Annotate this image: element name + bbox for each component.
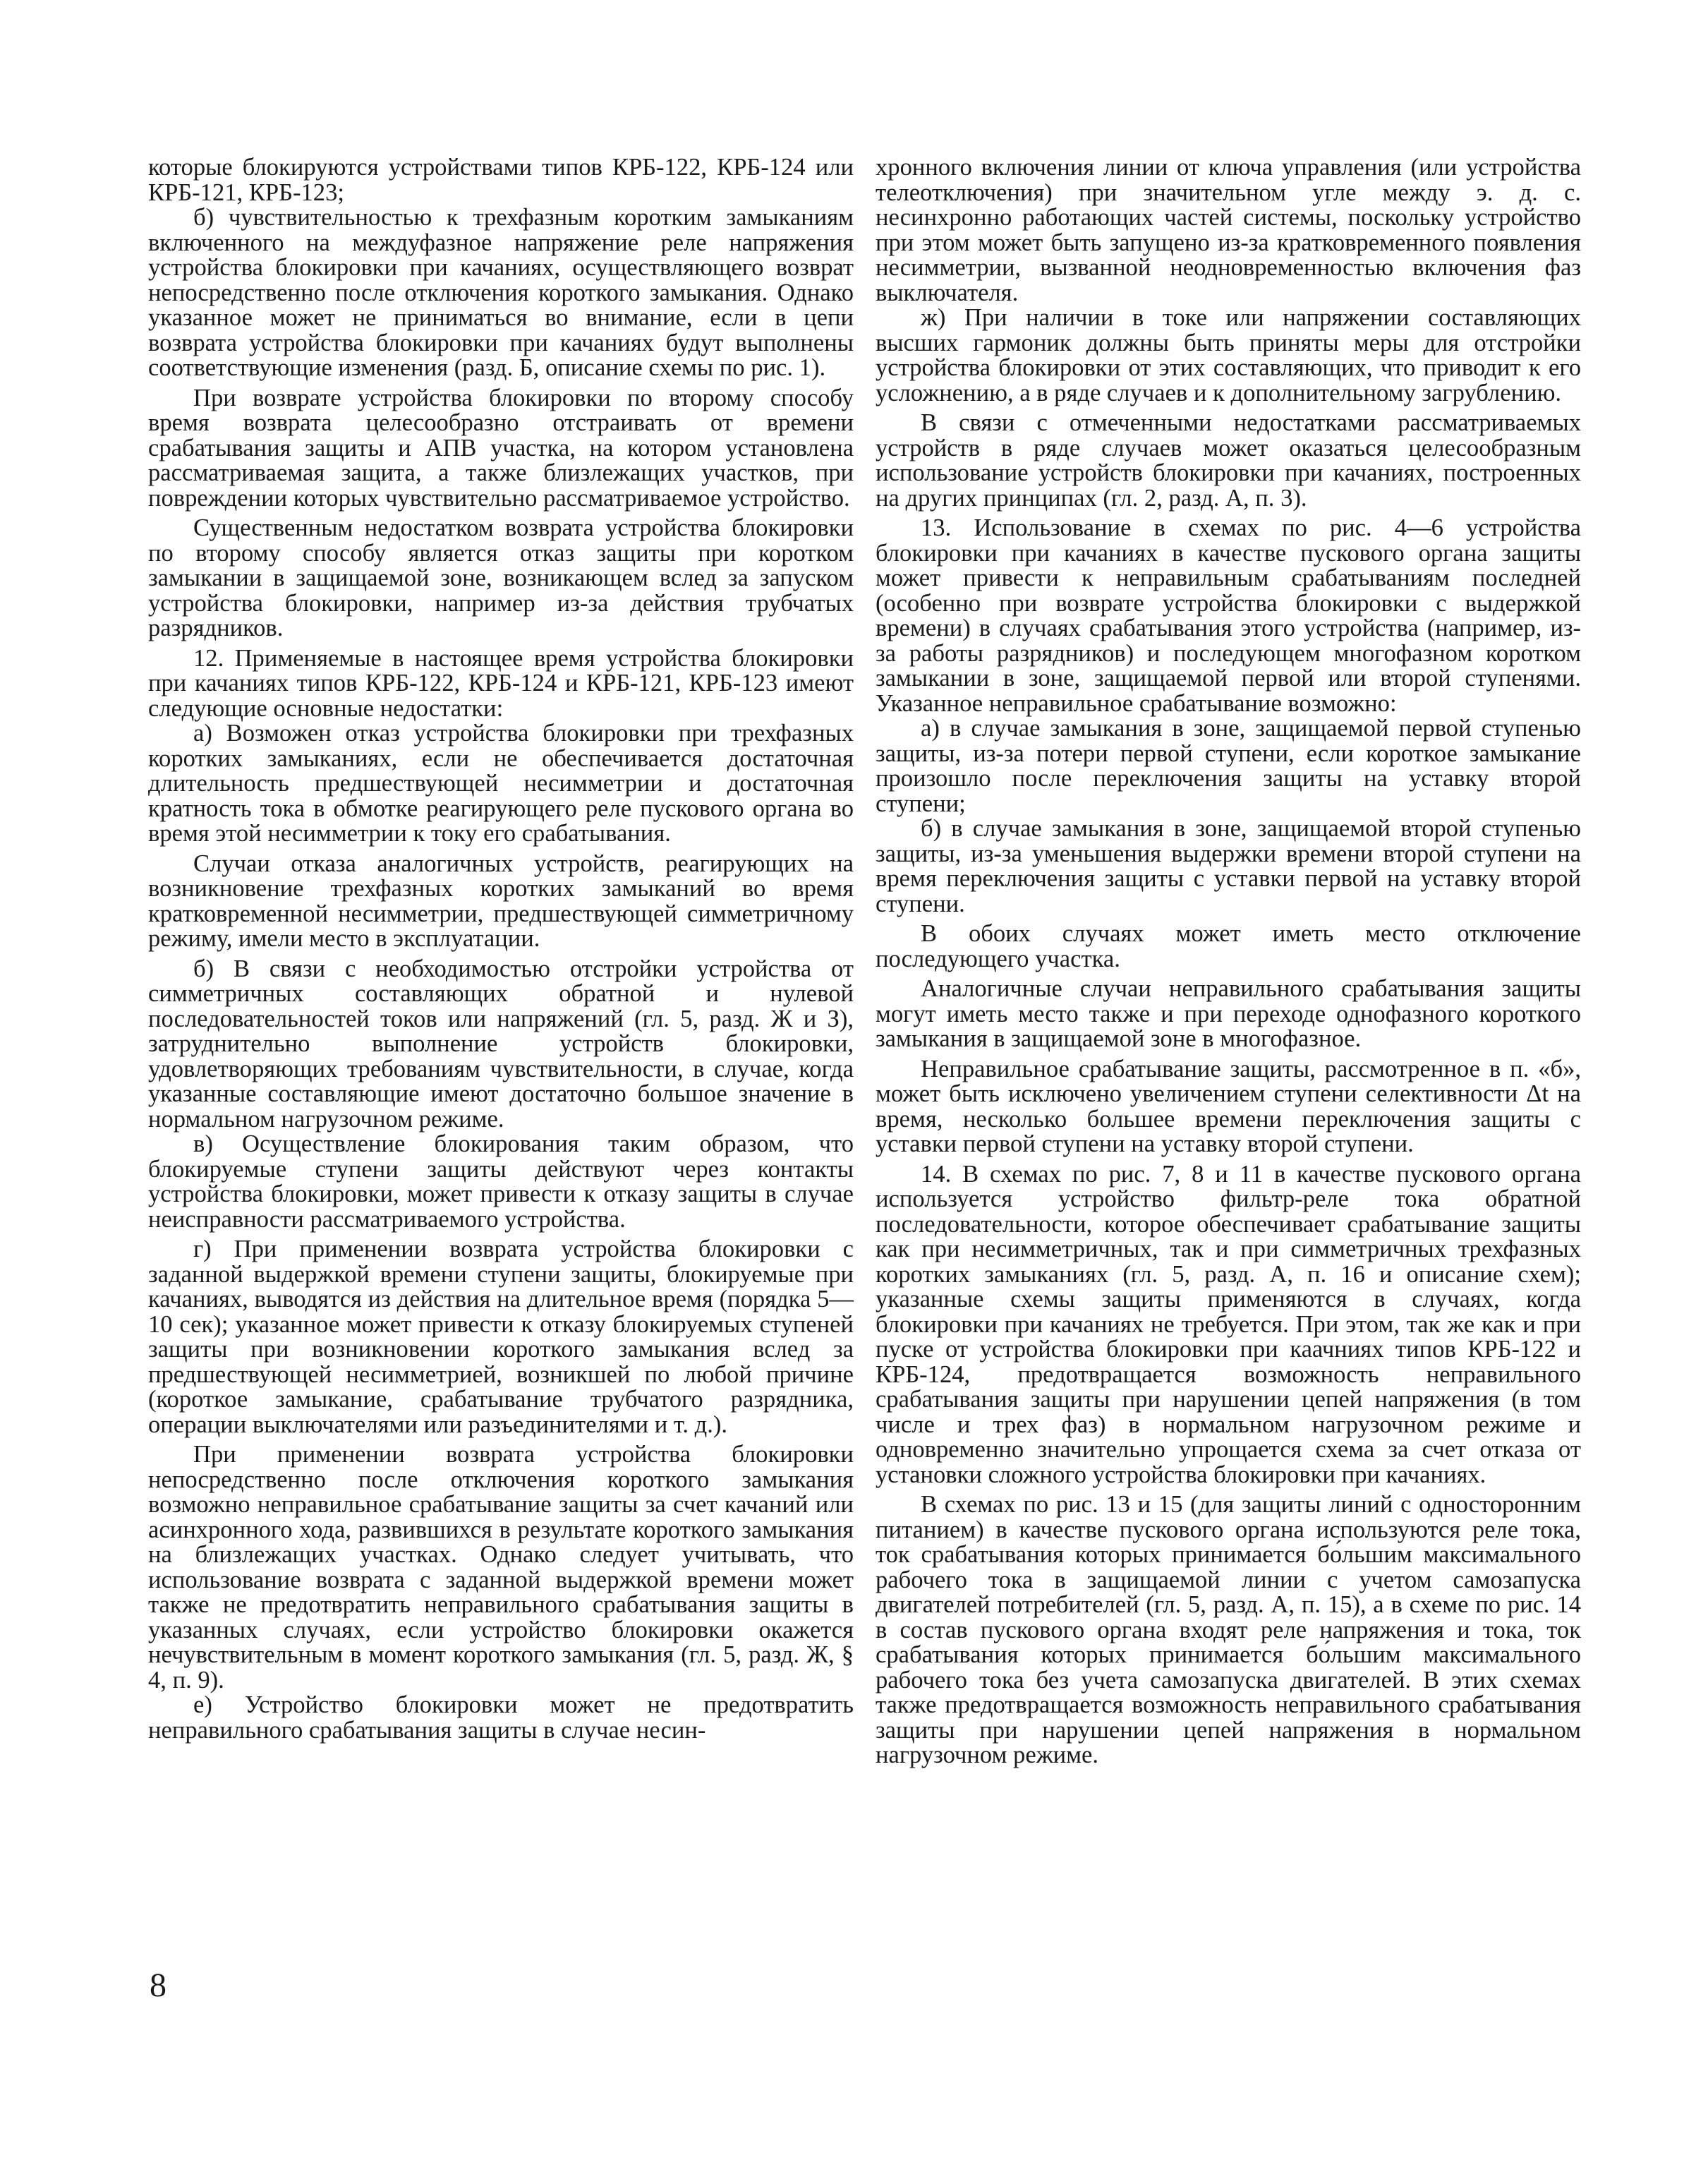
paragraph: 13. Использование в схемах по рис. 4—6 устройства блокировки при качаниях в качестве пускового органа защиты может привести к неправильным срабатываниям последней (особенно при возврате устройства блокировки с выдержкой времени) в случаях срабатывания этого устройства (например, из-за работы разрядников) и последующем многофазном коротком замыкании в зоне, защищаемой первой или второй ступенями. Указанное неправильное срабатывание возможно: [876,514,1581,717]
paragraph: б) В связи с необходимостью отстройки устройства от симметричных составляющих обратной и нулевой последовательностей токов или напряжений (гл. 5, разд. Ж и З), затруднительно выполнение устройств блокировки, удовлетворяющих требованиям чувствительности, в случае, когда указанные составляющие имеют достаточно большое значение в нормальном нагрузочном режиме. [148,955,854,1133]
paragraph: б) чувствительностью к трехфазным коротким замыканиям включенного на междуфазное напряжение реле напряжения устройства блокировки при качаниях, осуществляющего возврат непосредственно после отключения короткого замыкания. Однако указанное может не приниматься во внимание, если в цепи возврата устройства блокировки при качаниях будут выполнены соответствующие изменения (разд. Б, описание схемы по рис. 1). [148,204,854,381]
paragraph: которые блокируются устройствами типов КРБ-122, КРБ-124 или КРБ-121, КРБ-123; [148,154,854,206]
paragraph: В связи с отмеченными недостатками рассматриваемых устройств в ряде случаев может оказаться целесообразным использование устройств блокировки при качаниях, построенных на других принципах (гл. 2, разд. А, п. 3). [876,409,1581,512]
paragraph: 14. В схемах по рис. 7, 8 и 11 в качестве пускового органа используется устройство фильтр-реле тока обратной последовательности, которое обеспечивает срабатывание защиты как при несимметричных, так и при симметричных трехфазных коротких замыканиях (гл. 5, разд. А, п. 16 и описание схем); указанные схемы защиты применяются в случаях, когда блокировки при качаниях не требуется. При этом, так же как и при пуске от устройства блокировки при каачниях типов КРБ-122 и КРБ-124, предотвращается возможность неправильного срабатывания защиты при нарушении цепей напряжения (в том числе и трех фаз) в нормальном нагрузочном режиме и одновременно значительно упрощается схема за счет отказа от установки сложного устройства блокировки при качаниях. [876,1160,1581,1488]
paragraph: в) Осуществление блокирования таким образом, что блокируемые ступени защиты действуют через контакты устройства блокировки, может привести к отказу защиты в случае неисправности рассматриваемого устройства. [148,1130,854,1233]
paragraph: 12. Применяемые в настоящее время устройства блокировки при качаниях типов КРБ-122, КРБ-124 и КРБ-121, КРБ-123 имеют следующие основные недостатки: [148,644,854,722]
paragraph: ж) При наличии в токе или напряжении составляющих высших гармоник должны быть приняты меры для отстройки устройства блокировки от этих составляющих, что приводит к его усложнению, а в ряде случаев и к дополнительному загрублению. [876,304,1581,406]
paragraph: б) в случае замыкания в зоне, защищаемой второй ступенью защиты, из-за уменьшения выдержки времени второй ступени на время переключения защиты с уставки первой на уставку второй ступени. [876,815,1581,917]
paragraph: г) При применении возврата устройства блокировки с заданной выдержкой времени ступени защиты, блокируемые при качаниях, выводятся из действия на длительное время (порядка 5—10 сек); указанное может привести к отказу блокируемых ступеней защиты при возникновении короткого замыкания вслед за предшествующей несимметрией, возникшей по любой причине (короткое замыкание, срабатывание трубчатого разрядника, операции выключателями или разъединителями и т. д.). [148,1236,854,1438]
page-number: 8 [150,1967,166,2004]
paragraph: В обоих случаях может иметь место отключение последующего участка. [876,920,1581,972]
paragraph: хронного включения линии от ключа управления (или устройства телеотключения) при значительном угле между э. д. с. несинхронно работающих частей системы, поскольку устройство при этом может быть запущено из-за кратковременного появления несимметрии, вызванной неодновременностью включения фаз выключателя. [876,154,1581,306]
paragraph: Случаи отказа аналогичных устройств, реагирующих на возникновение трехфазных коротких замыканий во время кратковременной несимметрии, предшествующей симметричному режиму, имели место в эксплуатации. [148,850,854,952]
paragraph: Существенным недостатком возврата устройства блокировки по второму способу является отказ защиты при коротком замыкании в защищаемой зоне, возникающем вслед за запуском устройства блокировки, например из-за действия трубчатых разрядников. [148,514,854,641]
paragraph: Аналогичные случаи неправильного срабатывания защиты могут иметь место также и при переходе однофазного короткого замыкания в защищаемой зоне в многофазное. [876,975,1581,1052]
right-text-column [876,155,1581,1768]
left-text-column [148,155,854,1743]
paragraph: а) в случае замыкания в зоне, защищаемой первой ступенью защиты, из-за потери первой ступени, если короткое замыкание произошло после переключения защиты на уставку второй ступени; [876,715,1581,817]
paragraph: В схемах по рис. 13 и 15 (для защиты линий с односторонним питанием) в качестве пускового органа используются реле тока, ток срабатывания которых принимается бо́льшим максимального рабочего тока в защищаемой линии с учетом самозапуска двигателей потребителей (гл. 5, разд. А, п. 15), а в схеме по рис. 14 в состав пускового органа входят реле напряжения и тока, ток срабатывания которых принимается бо́льшим максимального рабочего тока без учета самозапуска двигателей. В этих схемах также предотвращается возможность неправильного срабатывания защиты при нарушении цепей напряжения в нормальном нагрузочном режиме. [876,1491,1581,1768]
paragraph: а) Возможен отказ устройства блокировки при трехфазных коротких замыканиях, если не обеспечивается достаточная длительность предшествующей несимметрии и достаточная кратность тока в обмотке реагирующего реле пускового органа во время этой несимметрии к току его срабатывания. [148,720,854,847]
paragraph: е) Устройство блокировки может не предотвратить неправильного срабатывания защиты в случае несин- [148,1691,854,1744]
paragraph: При возврате устройства блокировки по второму способу время возврата целесообразно отстраивать от времени срабатывания защиты и АПВ участка, на котором установлена рассматриваемая защита, а также близлежащих участков, при повреждении которых чувствительно рассматриваемое устройство. [148,384,854,512]
paragraph: При применении возврата устройства блокировки непосредственно после отключения короткого замыкания возможно неправильное срабатывание защиты за счет качаний или асинхронного хода, развившихся в результате короткого замыкания на близлежащих участках. Однако следует учитывать, что использование возврата с заданной выдержкой времени может также не предотвратить неправильного срабатывания защиты в указанных случаях, если устройство блокировки окажется нечувствительным в момент короткого замыкания (гл. 5, разд. Ж, § 4, п. 9). [148,1441,854,1694]
paragraph: Неправильное срабатывание защиты, рассмотренное в п. «б», может быть исключено увеличением ступени селективности Δt на время, несколько большее времени переключения защиты с уставки первой ступени на уставку второй ступени. [876,1055,1581,1157]
